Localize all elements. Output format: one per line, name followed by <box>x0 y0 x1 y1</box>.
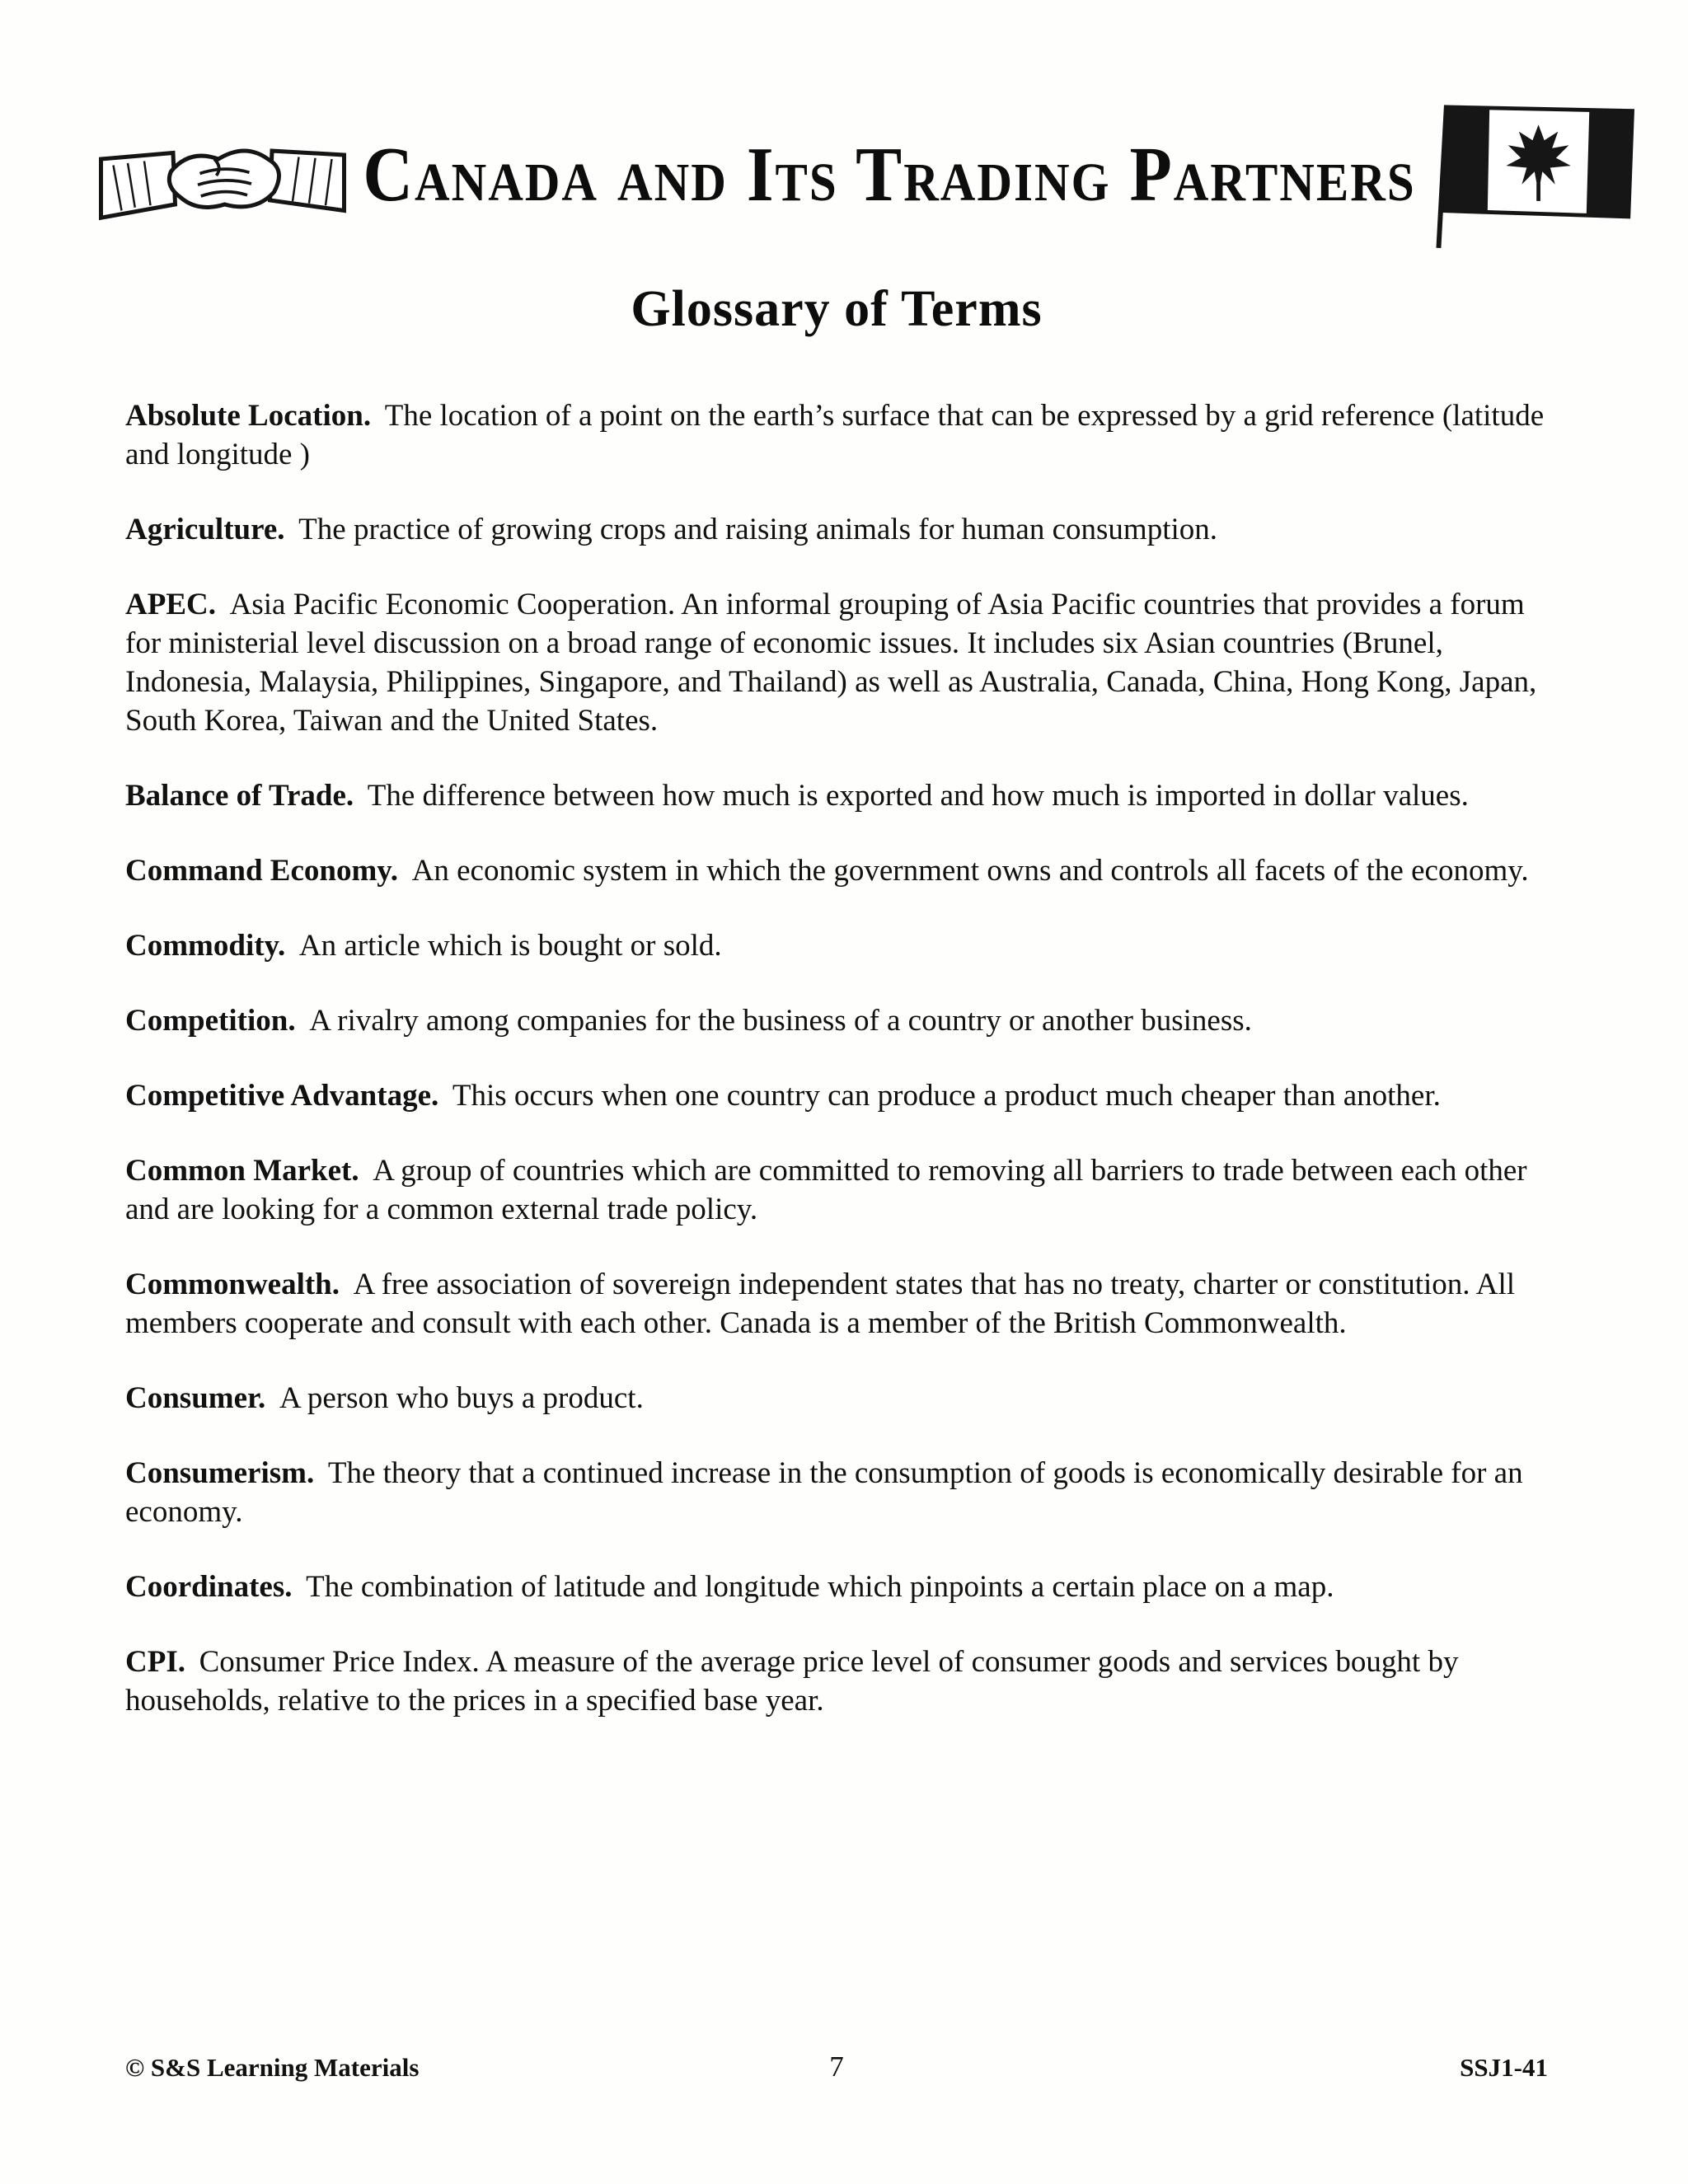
glossary-term: Consumer. <box>125 1381 266 1415</box>
glossary-definition: An article which is bought or sold. <box>298 929 722 963</box>
glossary-entry <box>125 1643 1548 1720</box>
glossary-definition: A free association of sovereign independent states that has no treaty, charter or constitution. All members cooperate and consult with each other. Canada is a member of the British Commonwealth. <box>125 1268 1516 1340</box>
glossary-term: Competitive Advantage. <box>125 1079 439 1113</box>
glossary-entry <box>125 926 1548 965</box>
glossary-term: Competition. <box>125 1004 296 1038</box>
glossary-term: CPI. <box>125 1645 185 1679</box>
footer-page-number: 7 <box>829 2050 844 2083</box>
glossary-entry <box>125 1379 1548 1418</box>
glossary-entry <box>125 1076 1548 1115</box>
glossary-definition: The combination of latitude and longitude which pinpoints a certain place on a map. <box>306 1570 1334 1604</box>
glossary-term: APEC. <box>125 588 216 621</box>
glossary-entry <box>125 585 1548 740</box>
glossary-definition: A person who buys a product. <box>279 1381 644 1415</box>
glossary-term: Agriculture. <box>125 513 285 546</box>
glossary-entry <box>125 776 1548 815</box>
glossary-term: Command Economy. <box>125 854 398 888</box>
glossary-entry <box>125 1001 1548 1040</box>
glossary-entry <box>125 1265 1548 1343</box>
glossary-entry <box>125 510 1548 549</box>
glossary-definition: The difference between how much is exported and how much is imported in dollar values. <box>367 779 1469 813</box>
footer-copyright: © S&S Learning Materials <box>125 2053 420 2082</box>
glossary-definition: Consumer Price Index. A measure of the average price level of consumer goods and services bought by households, relative to the prices in a specified base year. <box>125 1645 1459 1718</box>
glossary-definition: The practice of growing crops and raising animals for human consumption. <box>298 513 1218 546</box>
glossary-term: Absolute Location. <box>125 399 372 433</box>
glossary-definition: The theory that a continued increase in the consumption of goods is economically desirable for an economy. <box>125 1456 1523 1529</box>
glossary-list <box>125 396 1548 1720</box>
glossary-term: Commonwealth. <box>125 1268 340 1301</box>
glossary-definition: The location of a point on the earth’s surface that can be expressed by a grid reference (latitude and longitude ) <box>125 399 1545 471</box>
glossary-term: Consumerism. <box>125 1456 315 1490</box>
glossary-term: Commodity. <box>125 929 286 963</box>
glossary-definition: An economic system in which the government owns and controls all facets of the economy. <box>411 854 1529 888</box>
page-footer <box>0 2050 1688 2184</box>
glossary-entry <box>125 851 1548 890</box>
glossary-term: Common Market. <box>125 1154 359 1188</box>
footer-document-code: SSJ1-41 <box>1460 2053 1548 2082</box>
glossary-entry <box>125 1151 1548 1229</box>
glossary-entry <box>125 1568 1548 1606</box>
page-title: Glossary of Terms <box>631 281 1043 337</box>
glossary-definition: A group of countries which are committed to removing all barriers to trade between each other and are looking for a common external trade policy. <box>125 1154 1527 1226</box>
glossary-definition: Asia Pacific Economic Cooperation. An informal grouping of Asia Pacific countries that provides a forum for ministerial level discussion on a broad range of economic issues. It includes six Asian countries (Brunel, Indonesia, Malaysia, Philippines, Singapore, and Thailand) as well as Australia, Canada, China, Hong Kong, Japan, South Korea, Taiwan and the United States. <box>125 588 1537 738</box>
canada-flag-icon <box>1432 97 1639 254</box>
glossary-definition: A rivalry among companies for the business of a country or another business. <box>309 1004 1252 1038</box>
glossary-entry <box>125 1454 1548 1531</box>
glossary-entry <box>125 396 1548 474</box>
handshake-icon <box>99 114 346 237</box>
glossary-term: Coordinates. <box>125 1570 293 1604</box>
header-banner <box>0 97 1688 254</box>
banner-title: Canada and Its Trading Partners <box>363 132 1416 218</box>
glossary-definition: This occurs when one country can produce a product much cheaper than another. <box>452 1079 1441 1113</box>
glossary-term: Balance of Trade. <box>125 779 354 813</box>
